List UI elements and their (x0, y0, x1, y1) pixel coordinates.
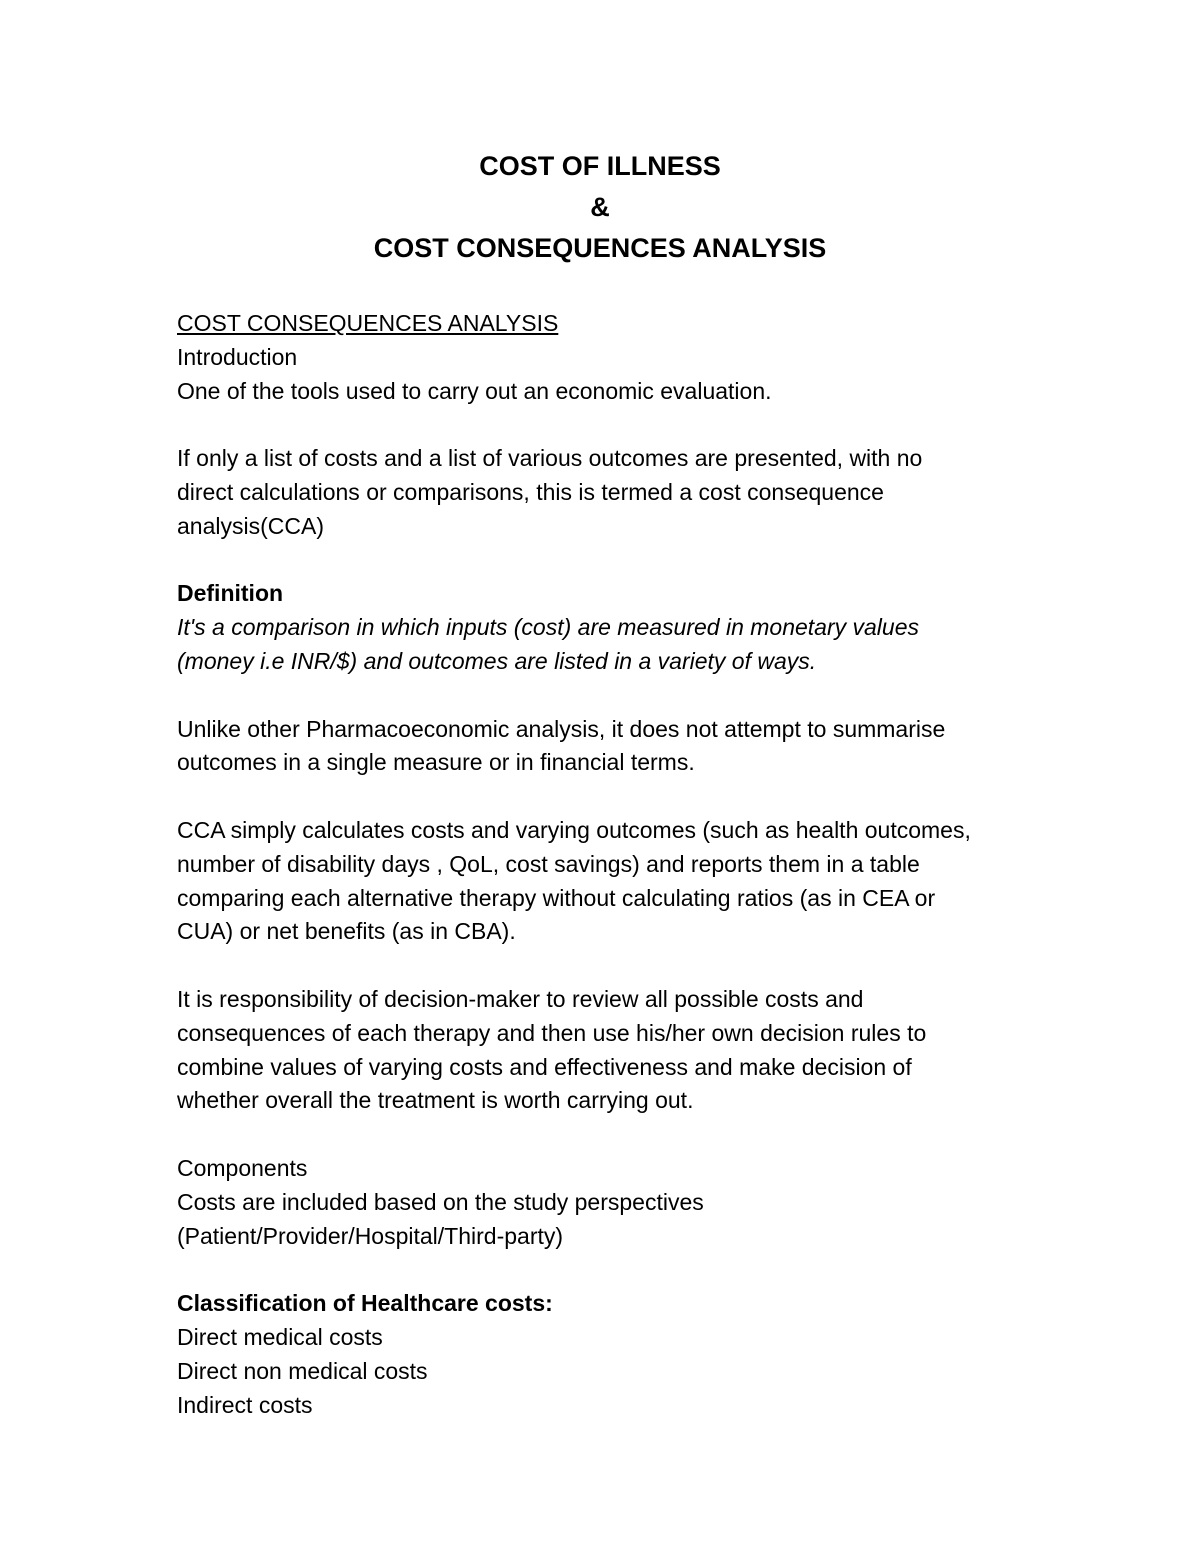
paragraph-line: Unlike other Pharmacoeconomic analysis, it does not attempt to summarise (177, 715, 946, 742)
paragraph-line: whether overall the treatment is worth carrying out. (177, 1087, 694, 1114)
definition-heading: Definition (177, 580, 284, 607)
definition-line: It's a comparison in which inputs (cost) are measured in monetary values (177, 614, 919, 641)
components-heading: Components (177, 1154, 308, 1181)
paragraph-line: CUA) or net benefits (as in CBA). (177, 918, 516, 945)
spacer (177, 949, 1057, 983)
document-title (0, 146, 1200, 269)
document-body (177, 307, 1057, 1422)
paragraph-line: consequences of each therapy and then use his/her own decision rules to (177, 1019, 927, 1046)
spacer (177, 408, 1057, 442)
paragraph-line: CCA simply calculates costs and varying outcomes (such as health outcomes, (177, 816, 971, 843)
paragraph-line: If only a list of costs and a list of various outcomes are presented, with no (177, 445, 923, 472)
title-line-3: COST CONSEQUENCES ANALYSIS (373, 233, 827, 263)
list-item: Direct non medical costs (177, 1357, 428, 1384)
definition-text (177, 611, 1057, 679)
paragraph-line: outcomes in a single measure or in financial terms. (177, 749, 695, 776)
introduction-text: One of the tools used to carry out an economic evaluation. (177, 377, 772, 404)
spacer (177, 1253, 1057, 1287)
spacer (177, 679, 1057, 713)
definition-line: (money i.e INR/$) and outcomes are listed in a variety of ways. (177, 647, 817, 674)
list-item: Direct medical costs (177, 1323, 383, 1350)
spacer (177, 780, 1057, 814)
paragraph-line: number of disability days , QoL, cost savings) and reports them in a table (177, 850, 920, 877)
paragraph-line: It is responsibility of decision-maker to review all possible costs and (177, 985, 864, 1012)
components-line: Costs are included based on the study perspectives (177, 1188, 704, 1215)
title-line-1: COST OF ILLNESS (479, 151, 721, 181)
classification-list (177, 1321, 1057, 1422)
paragraph-unlike-other (177, 713, 1057, 781)
classification-heading: Classification of Healthcare costs: (177, 1290, 553, 1317)
paragraph-line: comparing each alternative therapy without calculating ratios (as in CEA or (177, 884, 936, 911)
introduction-label: Introduction (177, 343, 298, 370)
paragraph-line: combine values of varying costs and effectiveness and make decision of (177, 1053, 912, 1080)
paragraph-line: direct calculations or comparisons, this is termed a cost consequence (177, 478, 884, 505)
spacer (177, 544, 1057, 578)
spacer (177, 1118, 1057, 1152)
paragraph-line: analysis(CCA) (177, 512, 324, 539)
paragraph-decision-maker (177, 983, 1057, 1118)
paragraph-cca-overview (177, 442, 1057, 543)
list-item: Indirect costs (177, 1391, 313, 1418)
title-line-2: & (590, 192, 610, 222)
components-line: (Patient/Provider/Hospital/Third-party) (177, 1222, 564, 1249)
paragraph-cca-calculates (177, 814, 1057, 949)
section-heading: COST CONSEQUENCES ANALYSIS (177, 310, 559, 336)
